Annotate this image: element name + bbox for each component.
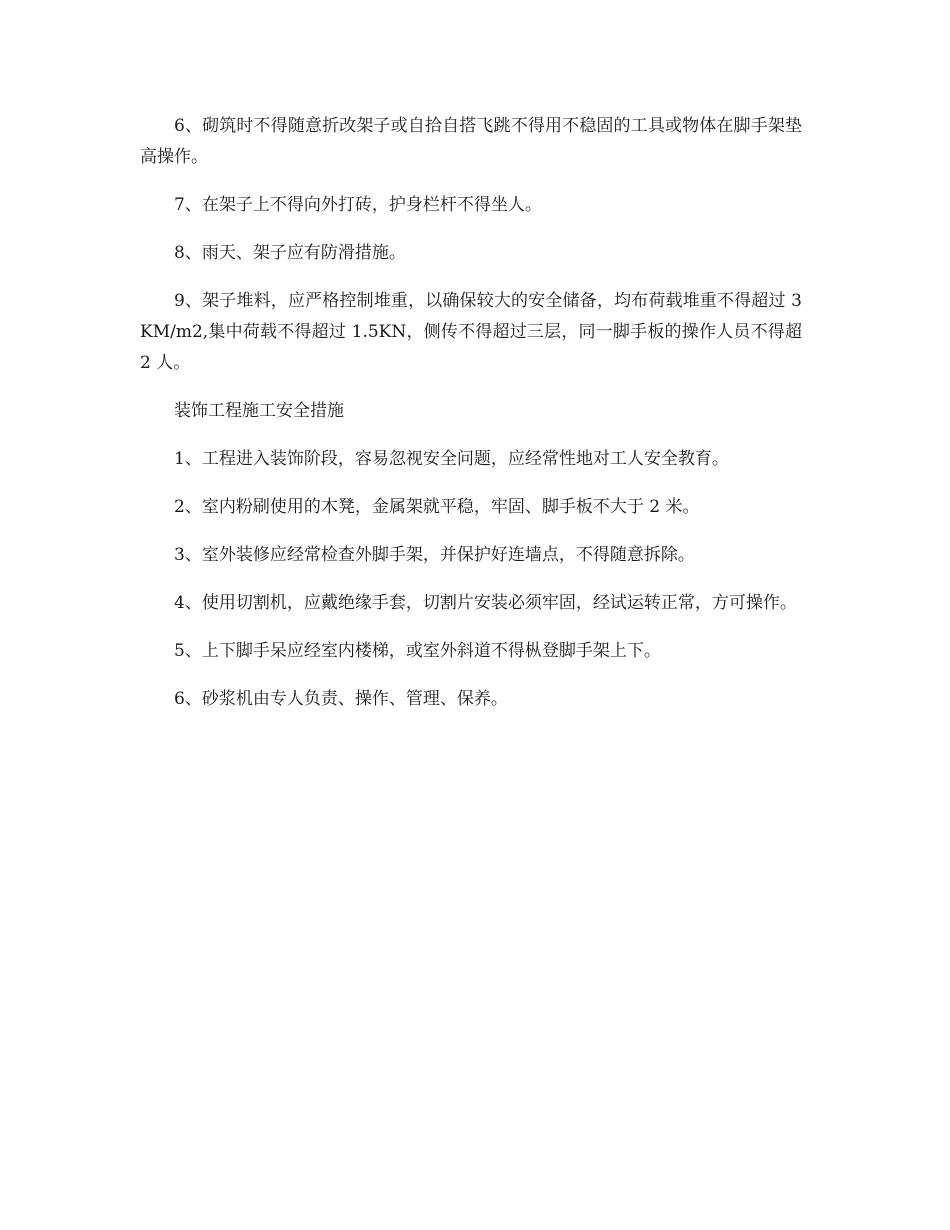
paragraph-decoration-rule-1: 1、工程进入装饰阶段，容易忽视安全问题，应经常性地对工人安全教育。 [174,449,729,469]
paragraph-scaffold-rule-6: 6、砌筑时不得随意折改架子或自拾自搭飞跳不得用不稳固的工具或物体在脚手架垫高操作。 [140,116,802,167]
paragraph-scaffold-rule-7: 7、在架子上不得向外打砖，护身栏杆不得坐人。 [174,195,542,215]
paragraph-decoration-rule-4: 4、使用切割机，应戴绝缘手套，切割片安装必须牢固，经试运转正常，方可操作。 [174,593,797,613]
paragraph-decoration-rule-2: 2、室内粉刷使用的木凳，金属架就平稳，牢固、脚手板不大于 2 米。 [174,497,700,517]
paragraph-decoration-rule-5: 5、上下脚手呆应经室内楼梯，或室外斜道不得枞登脚手架上下。 [174,641,661,661]
paragraph-scaffold-rule-8: 8、雨天、架子应有防滑措施。 [174,243,406,263]
document-body [140,111,802,732]
paragraph-decoration-rule-3: 3、室外装修应经常检查外脚手架，并保护好连墙点，不得随意拆除。 [174,545,695,565]
paragraph-decoration-rule-6: 6、砂浆机由专人负责、操作、管理、保养。 [174,689,508,709]
paragraph-scaffold-rule-9: 9、架子堆料，应严格控制堆重，以确保较大的安全储备，均布荷载堆重不得超过 3KM/m2,集中荷载不得超过 1.5KN，侧传不得超过三层，同一脚手板的操作人员不得超 2 人。 [140,291,802,373]
section-heading-decoration-safety: 装饰工程施工安全措施 [174,401,344,421]
